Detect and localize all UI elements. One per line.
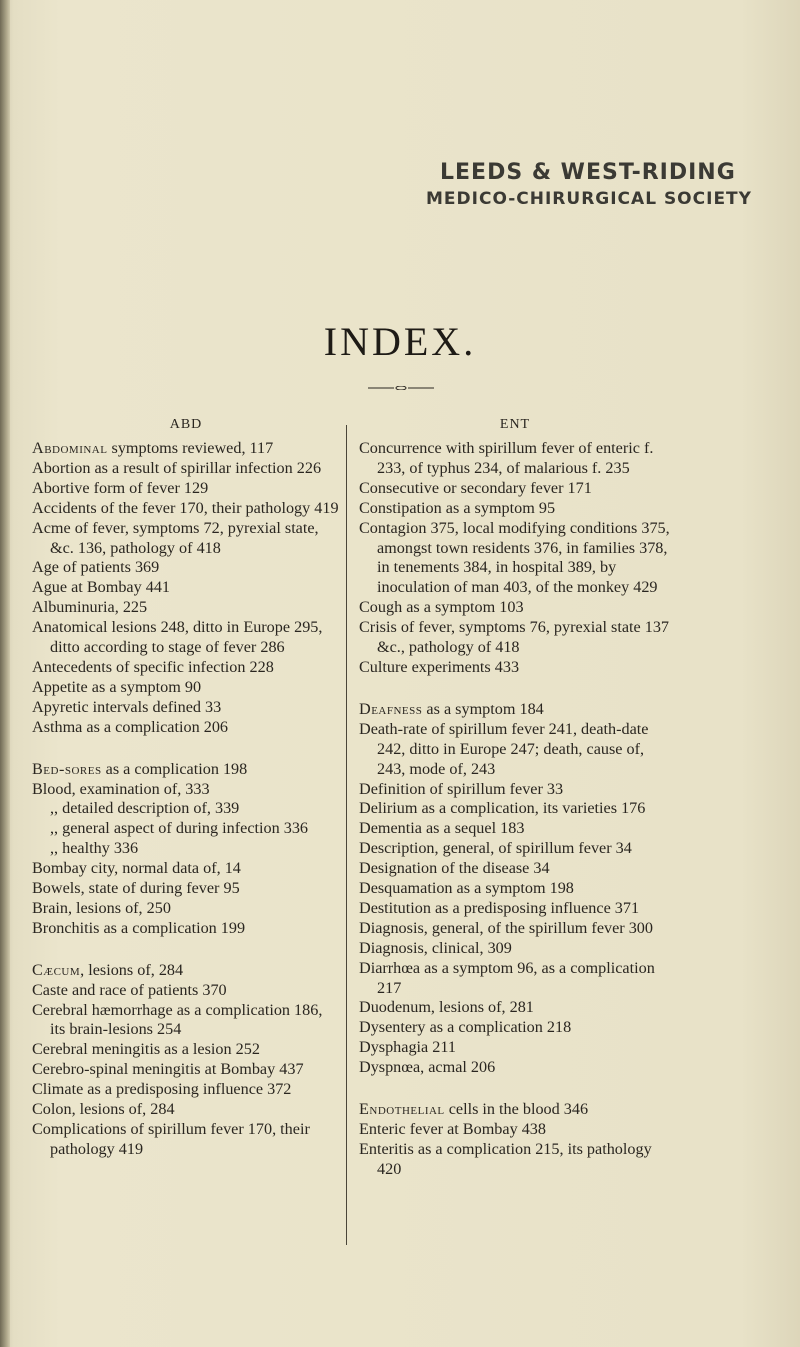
index-entry-text: Consecutive or secondary fever 171 <box>359 478 592 497</box>
index-entry <box>32 859 340 879</box>
index-entry-text: Age of patients 369 <box>32 558 160 577</box>
index-entry-text: Duodenum, lesions of, 281 <box>359 998 534 1017</box>
stamp-line-2: MEDICO-CHIRURGICAL SOCIETY <box>426 189 752 209</box>
index-entry-text: ,, detailed description of, 339 <box>50 799 240 818</box>
index-entry <box>359 780 671 800</box>
index-entry-text: Accidents of the fever 170, their pathology 419 <box>32 498 339 517</box>
index-entry <box>359 1018 671 1038</box>
index-entry <box>359 519 671 599</box>
index-entry <box>359 1038 671 1058</box>
index-entry-text: Apyretic intervals defined 33 <box>32 697 222 716</box>
index-entry-text: Diagnosis, clinical, 309 <box>359 938 512 957</box>
index-entry <box>32 1060 340 1080</box>
index-entry <box>359 859 671 879</box>
index-entry-text: Designation of the disease 34 <box>359 859 550 878</box>
index-entry-text: Contagion 375, local modifying conditions 375, amongst town residents 376, in families 378, in tenements 384, in hospital 389, by inoculation of man 403, of the monkey 429 <box>359 518 670 597</box>
index-entry <box>32 519 340 559</box>
index-entry-text: Abortion as a result of spirillar infection 226 <box>32 458 322 477</box>
index-entry <box>32 1040 340 1060</box>
index-entry-text: Enteritis as a complication 215, its pathology 420 <box>359 1139 652 1178</box>
index-entry-lead: Endothelial <box>359 1100 445 1119</box>
index-entry <box>32 799 340 819</box>
index-entry-text: Brain, lesions of, 250 <box>32 898 171 917</box>
section-gap <box>359 678 671 700</box>
index-entry <box>32 459 340 479</box>
index-entry-text: Constipation as a symptom 95 <box>359 498 556 517</box>
library-stamp <box>426 160 786 209</box>
index-entry <box>32 558 340 578</box>
index-entry-text: Anatomical lesions 248, ditto in Europe 295, ditto according to stage of fever 286 <box>32 618 323 657</box>
index-entry <box>359 998 671 1018</box>
index-entry-text: Death-rate of spirillum fever 241, death-date 242, ditto in Europe 247; death, cause of, 243, mode of, 243 <box>359 719 649 778</box>
index-entry-text: Diarrhœa as a symptom 96, as a complication 217 <box>359 958 655 997</box>
section-gap <box>359 1078 671 1100</box>
index-entry-text: Delirium as a complication, its varieties 176 <box>359 799 646 818</box>
entries-right <box>359 439 671 1180</box>
index-entry <box>32 578 340 598</box>
index-entry <box>359 939 671 959</box>
index-entry <box>32 658 340 678</box>
index-entry <box>359 618 671 658</box>
index-entry-text: Blood, examination of, 333 <box>32 779 210 798</box>
index-entry <box>359 439 671 479</box>
index-entry-text: Acme of fever, symptoms 72, pyrexial state, &c. 136, pathology of 418 <box>32 518 319 557</box>
index-entry <box>359 839 671 859</box>
index-entry <box>359 1120 671 1140</box>
index-entry <box>359 819 671 839</box>
index-entry-text: Cerebro-spinal meningitis at Bombay 437 <box>32 1060 304 1079</box>
index-entry <box>359 598 671 618</box>
index-entry <box>32 819 340 839</box>
index-entry <box>359 479 671 499</box>
index-entry-text: ,, healthy 336 <box>50 839 139 858</box>
index-entry <box>359 700 671 720</box>
index-entry-text: Bronchitis as a complication 199 <box>32 918 246 937</box>
index-entry-text: Culture experiments 433 <box>359 657 520 676</box>
index-entry-text: Dementia as a sequel 183 <box>359 819 525 838</box>
index-entry-text: Dyspnœa, acmal 206 <box>359 1058 496 1077</box>
index-entry <box>32 718 340 738</box>
index-entry-text: , lesions of, 284 <box>80 960 184 979</box>
section-gap <box>32 939 340 961</box>
index-entry-text: Ague at Bombay 441 <box>32 578 171 597</box>
index-entry-text: symptoms reviewed, 117 <box>107 439 274 457</box>
index-entry <box>32 919 340 939</box>
index-entry <box>359 499 671 519</box>
index-entry <box>32 961 340 981</box>
index-entry-text: Appetite as a symptom 90 <box>32 677 202 696</box>
index-entry-text: Dysphagia 211 <box>359 1038 456 1057</box>
index-entry-text: Colon, lesions of, 284 <box>32 1100 175 1119</box>
index-entry-text: Bombay city, normal data of, 14 <box>32 859 241 878</box>
index-entry-text: Desquamation as a symptom 198 <box>359 879 574 898</box>
index-entry-text: Albuminuria, 225 <box>32 598 148 617</box>
index-entry-text: Destitution as a predisposing influence 371 <box>359 898 640 917</box>
index-entry-text: Cerebral hæmorrhage as a complication 186, its brain-lesions 254 <box>32 1000 323 1039</box>
index-entry <box>32 760 340 780</box>
index-entry-text: Antecedents of specific infection 228 <box>32 657 274 676</box>
index-entry <box>32 839 340 859</box>
index-entry-text: Abortive form of fever 129 <box>32 478 209 497</box>
index-column-left <box>32 415 340 1160</box>
index-entry <box>359 899 671 919</box>
index-entry-text: as a symptom 184 <box>422 699 544 718</box>
index-entry-text: Caste and race of patients 370 <box>32 980 227 999</box>
index-entry <box>359 1100 671 1120</box>
index-entry <box>359 720 671 780</box>
index-entry <box>32 618 340 658</box>
index-entry <box>32 1100 340 1120</box>
page-title: INDEX. <box>323 319 477 364</box>
index-entry <box>32 598 340 618</box>
index-entry <box>32 1080 340 1100</box>
index-entry-lead: Bed-sores <box>32 759 102 778</box>
index-entry-text: Diagnosis, general, of the spirillum fever 300 <box>359 918 653 937</box>
index-entry <box>32 981 340 1001</box>
index-entry-text: Description, general, of spirillum fever 34 <box>359 839 632 858</box>
index-entry <box>359 1140 671 1180</box>
index-entry-text: Enteric fever at Bombay 438 <box>359 1120 546 1138</box>
column-divider <box>346 425 347 1245</box>
index-entry-text: cells in the blood 346 <box>444 1100 589 1119</box>
index-entry-text: ,, general aspect of during infection 336 <box>50 819 309 838</box>
column-head-right: ENT <box>499 417 531 432</box>
index-entry <box>359 658 671 678</box>
index-entry-text: as a complication 198 <box>101 759 248 778</box>
index-entry-text: Bowels, state of during fever 95 <box>32 879 240 898</box>
index-entry <box>359 879 671 899</box>
index-entry <box>32 678 340 698</box>
index-entry-text: Definition of spirillum fever 33 <box>359 779 564 798</box>
index-entry <box>32 439 340 459</box>
index-entry <box>32 780 340 800</box>
index-entry-text: Dysentery as a complication 218 <box>359 1018 572 1037</box>
index-entry <box>32 698 340 718</box>
index-entry <box>359 799 671 819</box>
index-entry-lead: Deafness <box>359 699 423 718</box>
index-entry-text: Complications of spirillum fever 170, their pathology 419 <box>32 1120 310 1158</box>
index-entry-text: Cerebral meningitis as a lesion 252 <box>32 1040 260 1059</box>
index-entry-text: Climate as a predisposing influence 372 <box>32 1080 292 1099</box>
index-entry <box>32 899 340 919</box>
entries-left <box>32 439 340 1160</box>
stamp-line-1: LEEDS & WEST-RIDING <box>440 160 736 185</box>
index-entry <box>32 879 340 899</box>
index-entry <box>32 479 340 499</box>
index-entry <box>32 1120 340 1160</box>
book-binding-edge <box>0 0 10 1347</box>
title-ornament <box>368 386 434 390</box>
index-entry <box>359 959 671 999</box>
index-entry-lead: Abdominal <box>32 439 108 457</box>
index-entry <box>359 919 671 939</box>
index-entry <box>32 499 340 519</box>
index-column-right <box>359 415 671 1180</box>
index-entry-text: Asthma as a complication 206 <box>32 717 229 736</box>
index-entry-lead: Cæcum <box>32 960 81 979</box>
index-entry-text: Cough as a symptom 103 <box>359 598 524 617</box>
index-entry <box>359 1058 671 1078</box>
index-entry <box>32 1001 340 1041</box>
section-gap <box>32 738 340 760</box>
index-entry-text: Crisis of fever, symptoms 76, pyrexial state 137 &c., pathology of 418 <box>359 618 670 657</box>
index-entry-text: Concurrence with spirillum fever of enteric f. 233, of typhus 234, of malarious f. 235 <box>359 439 654 477</box>
column-head-left: ABD <box>169 417 203 432</box>
